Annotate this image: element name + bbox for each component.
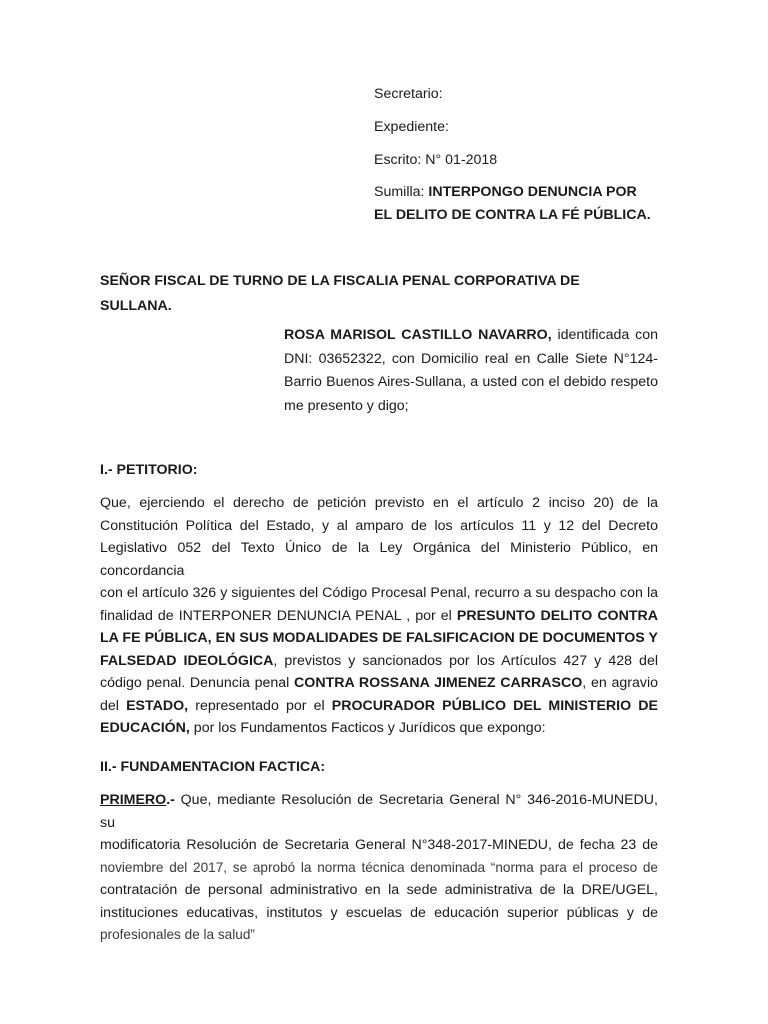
petitorio-line-10: [100, 717, 658, 740]
primero-dash: .-: [166, 792, 175, 808]
petitorio-line-3: Legislativo 052 del Texto Único de la Ley Orgánica del Ministerio Público, en concordancia: [100, 540, 658, 579]
sumilla-line-1: [374, 181, 674, 203]
petitorio-line-10-a: EDUCACIÓN,: [100, 720, 190, 736]
petitorio-line-2: Constitución Política del Estado, y al amparo de los artículos 11 y 12 del Decreto: [100, 517, 658, 534]
addressee-line-1: SEÑOR FISCAL DE TURNO DE LA FISCALIA PENAL CORPORATIVA DE: [100, 273, 580, 289]
secretario-field: Secretario:: [374, 86, 443, 102]
intro-line-2: DNI: 03652322, con Domicilio real en Calle Siete N°124-: [284, 350, 658, 367]
escrito-field: Escrito: N° 01-2018: [374, 152, 498, 168]
petitorio-line-1: Que, ejerciendo el derecho de petición previsto en el artículo 2 inciso 20) de la: [100, 495, 658, 511]
petitorio-line-9-d: PROCURADOR PÚBLICO DEL MINISTERIO DE: [331, 697, 658, 714]
fundamentacion-line-1-text: Que, mediante Resolución de Secretaria General N° 346-2016-MUNEDU, su: [100, 792, 658, 831]
addressee: [100, 269, 680, 319]
sumilla-text-1: INTERPONGO DENUNCIA POR: [428, 184, 637, 200]
petitorio-line-5-a: finalidad de INTERPONER DENUNCIA PENAL , por el: [100, 607, 457, 624]
petitorio-line-4: con el artículo 326 y siguientes del Código Procesal Penal, recurro a su despacho con la: [100, 585, 658, 601]
sumilla-line-2: EL DELITO DE CONTRA LA FÉ PÚBLICA.: [374, 207, 651, 223]
section-2-title: II.- FUNDAMENTACION FACTICA:: [100, 759, 326, 775]
petitorio-line-7-a: FALSEDAD IDEOLÓGICA: [100, 652, 274, 669]
petitorio-line-9-a: del: [100, 697, 127, 714]
expediente-field: Expediente:: [374, 119, 449, 135]
petitorio-paragraph: [100, 492, 658, 740]
petitorio-line-8-b: CONTRA ROSSANA JIMENEZ CARRASCO: [294, 675, 583, 691]
fundamentacion-line-4: contratación de personal administrativo en la sede administrativa de la DRE/UGEL,: [100, 882, 658, 898]
petitorio-line-9: [100, 695, 658, 718]
section-1-title: I.- PETITORIO:: [100, 462, 198, 478]
fundamentacion-line-6: profesionales de la salud”: [100, 927, 255, 942]
petitorio-line-8-a: código penal. Denuncia penal: [100, 675, 295, 691]
primero-label: PRIMERO: [100, 792, 167, 808]
petitorio-line-9-c: representado por el: [188, 697, 332, 714]
complainant-name: ROSA MARISOL CASTILLO NAVARRO,: [284, 327, 552, 343]
intro-line-4: me presento y digo;: [284, 397, 409, 414]
addressee-line-2: SULLANA.: [100, 298, 172, 314]
petitorio-line-5-b: PRESUNTO DELITO CONTRA: [456, 607, 658, 624]
petitorio-line-8: [100, 672, 658, 695]
fundamentacion-line-5: instituciones educativas, institutos y escuelas de educación superior públicas y de: [100, 904, 658, 921]
petitorio-line-6: LA FE PÚBLICA, EN SUS MODALIDADES DE FALSIFICACION DE DOCUMENTOS Y: [100, 630, 658, 646]
petitorio-line-8-c: , en agravio: [582, 675, 658, 691]
petitorio-line-7-b: , previstos y sancionados por los Artículos 427 y 428 del: [273, 652, 658, 669]
fundamentacion-line-3: noviembre del 2017, se aprobó la norma técnica denominada “norma para el proceso de: [100, 859, 658, 875]
intro-line-3: Barrio Buenos Aires-Sullana, a usted con el debido respeto: [284, 374, 658, 390]
sumilla-label: Sumilla:: [374, 184, 429, 200]
petitorio-line-7: [100, 650, 658, 673]
fundamentacion-line-2: modificatoria Resolución de Secretaria General N°348-2017-MINEDU, de fecha 23 de: [100, 837, 658, 853]
intro-paragraph: [284, 324, 658, 418]
petitorio-line-9-b: ESTADO,: [126, 697, 189, 714]
intro-line-1: [284, 324, 658, 348]
petitorio-line-10-b: por los Fundamentos Facticos y Jurídicos que expongo:: [189, 720, 546, 736]
fundamentacion-paragraph: [100, 789, 658, 947]
fundamentacion-line-1: [100, 789, 658, 834]
intro-line-1-text: identificada con: [551, 327, 658, 343]
petitorio-line-5: [100, 605, 658, 628]
